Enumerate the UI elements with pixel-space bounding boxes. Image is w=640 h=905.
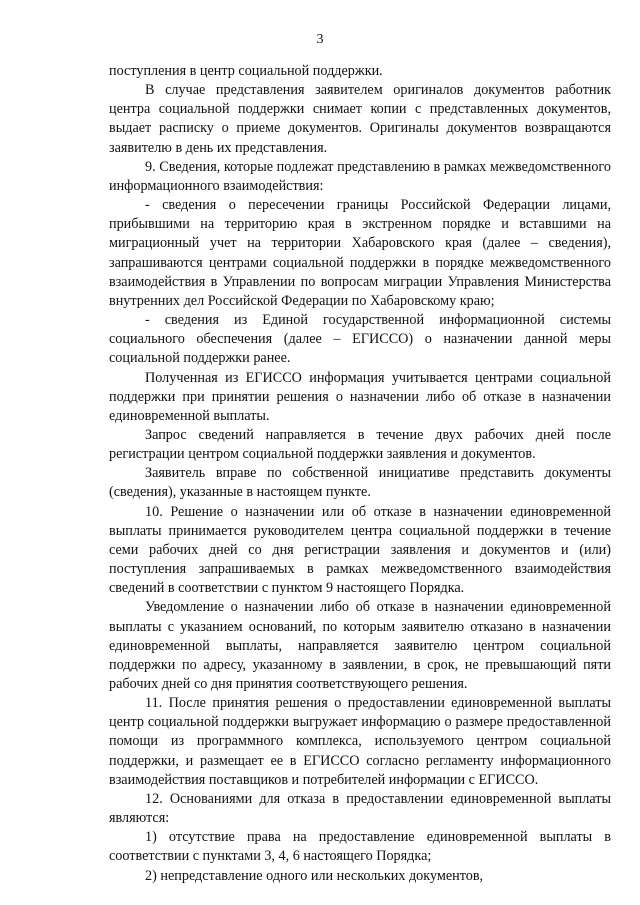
paragraph: поступления в центр социальной поддержки.: [109, 63, 383, 79]
paragraph: Уведомление о назначении либо об отказе в назначении единовременной выплаты с указанием оснований, по которым заявителю отказано в назначении единовременной выплаты, направляется заявителю центром социальной поддержки по адресу, указанному в заявлении, в срок, не превышающий пяти рабочих дней со дня принятия соответствующего решения.: [109, 599, 611, 692]
paragraph: 12. Основаниями для отказа в предоставлении единовременной выплаты являются:: [109, 790, 611, 827]
paragraph: - сведения о пересечении границы Российской Федерации лицами, прибывшими на территорию края в экстренном порядке и вставшими на миграционный учет на территории Хабаровского края (далее – сведения), запрашиваются центрами социальной поддержки в порядке межведомственного взаимодействия в Управлении по вопросам миграции Управления Министерства внутренних дел Российской Федерации по Хабаровскому краю;: [109, 197, 611, 309]
paragraph: Полученная из ЕГИССО информация учитывается центрами социальной поддержки при принятии решения о назначении либо об отказе в назначении единовременной выплаты.: [109, 369, 611, 424]
document-body: [109, 62, 611, 886]
paragraph: 10. Решение о назначении или об отказе в назначении единовременной выплаты принимается руководителем центра социальной поддержки в течение семи рабочих дней со дня регистрации заявления и документов и (или) поступления запрашиваемых в рамках межведомственного взаимодействия сведений в соответствии с пунктом 9 настоящего Порядка.: [109, 503, 611, 597]
paragraph: Заявитель вправе по собственной инициативе представить документы (сведения), указанные в настоящем пункте.: [109, 465, 611, 501]
paragraph: 9. Сведения, которые подлежат представлению в рамках межведомственного информационного взаимодействия:: [109, 158, 611, 194]
paragraph: 1) отсутствие права на предоставление единовременной выплаты в соответствии с пунктами 3, 4, 6 настоящего Порядка;: [109, 829, 611, 865]
paragraph: 2) непредставление одного или нескольких документов,: [145, 867, 484, 884]
paragraph: В случае представления заявителем оригиналов документов работник центра социальной поддержки снимает копии с представленных документов, выдает расписку о приеме документов. Оригиналы документов возвращаются заявителю в день их представления.: [109, 82, 611, 156]
paragraph: - сведения из Единой государственной информационной системы социального обеспечения (далее – ЕГИССО) о назначении данной меры социальной поддержки ранее.: [109, 312, 611, 367]
paragraph: 11. После принятия решения о предоставлении единовременной выплаты центр социальной поддержки выгружает информацию о размере предоставленной помощи из программного комплекса, используемого центром социальной поддержки, и размещает ее в ЕГИССО согласно регламенту информационного взаимодействия поставщиков и потребителей информации с ЕГИССО.: [109, 695, 611, 788]
page-number: 3: [316, 32, 324, 47]
paragraph: Запрос сведений направляется в течение двух рабочих дней после регистрации центром социальной поддержки заявления и документов.: [109, 426, 611, 463]
